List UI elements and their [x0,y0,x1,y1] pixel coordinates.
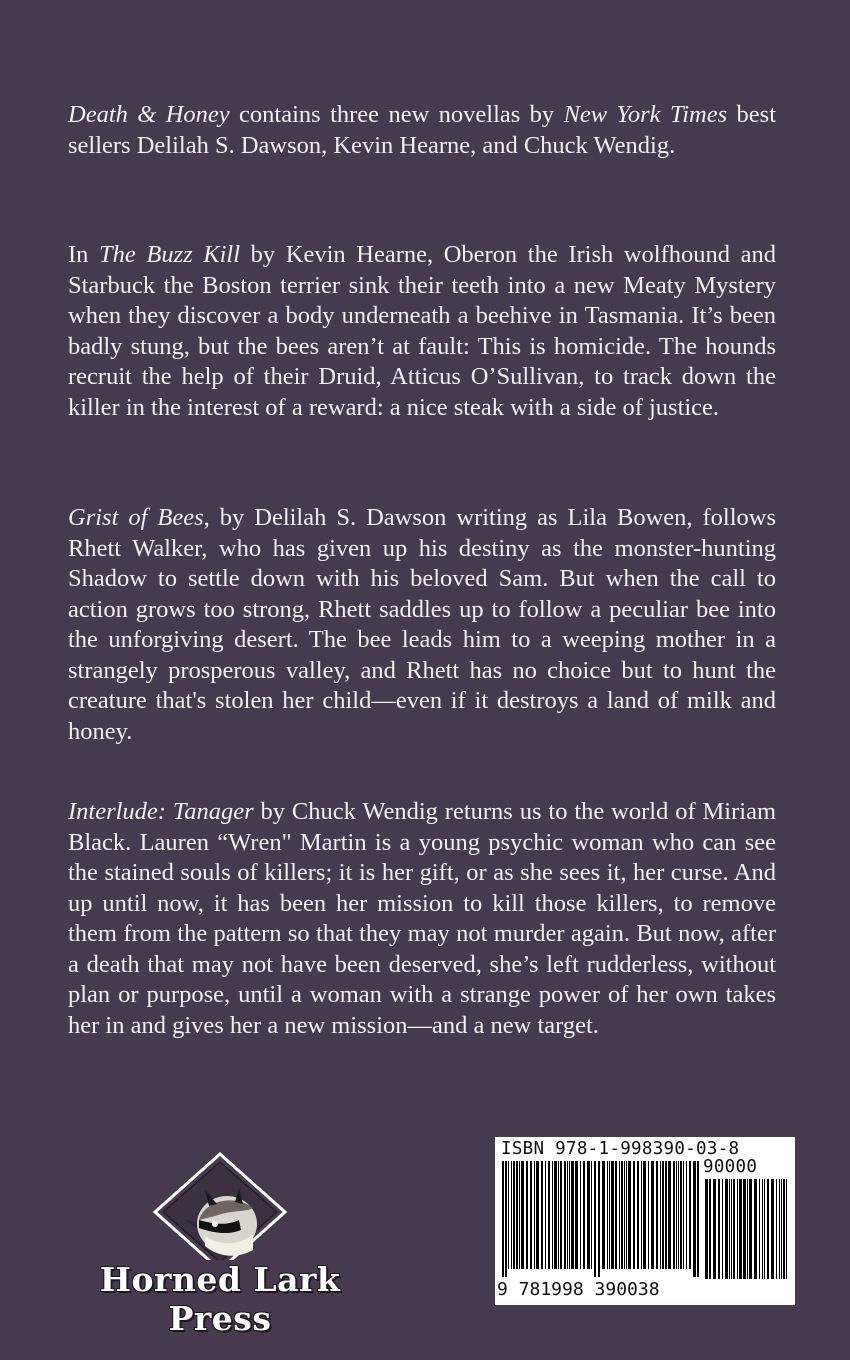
novella-title: Interlude: Tanager [68,798,254,825]
text-span: , by Delilah S. Dawson writing as Lila Bowen, follows Rhett Walker, who has given up his destiny as the monster-hunting Shadow to settle down with his beloved Sam. But when the call to action grows too strong, Rhett saddles up to follow a peculiar bee into the unforgiving desert. The bee leads him to a weeping mother in a strangely prosperous valley, and Rhett has no choice but to hunt the creature that's stolen her child—even if it destroys a land of milk and honey. [68,504,776,745]
text-span: best sellers Delilah S. Dawson, Kevin Hearne, and Chuck Wendig. [68,101,776,159]
newspaper-title: New York Times [563,101,728,128]
addon-bars [703,1179,791,1283]
barcode-digits: 9 781998 390038 [497,1279,660,1300]
horned-lark-diamond-icon [135,1150,305,1260]
text-span: contains three new novellas by [229,101,564,128]
book-title: Death & Honey [68,101,230,128]
blurb-grist-of-bees [68,503,776,747]
blurb-interlude-tanager [68,797,776,1041]
blurb-intro [68,100,776,161]
isbn-label: ISBN 978-1-998390-03-8 [501,1139,740,1159]
blurb-buzz-kill [68,240,776,423]
price-code: 90000 [703,1157,758,1177]
publisher-logo [50,1150,390,1338]
ean-bars [500,1161,700,1281]
text-span: by Chuck Wendig returns us to the world of Miriam Black. Lauren “Wren" Martin is a young psychic woman who can see the stained souls of killers; it is her gift, or as she sees it, her curse. And up until now, it has been her mission to kill those killers, to remove them from the pattern so that they may not murder again. But now, after a death that may not have been deserved, she’s left rudderless, without plan or purpose, until a woman with a strange power of her own takes her in and gives her a new mission—and a new target. [68,798,776,1039]
isbn-barcode [495,1137,795,1305]
novella-title: The Buzz Kill [99,241,241,268]
publisher-name: Horned Lark Press [99,1260,341,1338]
text-span: by Kevin Hearne, Oberon the Irish wolfhound and Starbuck the Boston terrier sink their teeth into a new Meaty Mystery when they discover a body underneath a beehive in Tasmania. It’s been badly stung, but the bees aren’t at fault: This is homicide. The hounds recruit the help of their Druid, Atticus O’Sullivan, to track down the killer in the interest of a reward: a nice steak with a side of justice. [68,241,776,421]
novella-title: Grist of Bees [68,504,204,531]
text-span: In [68,241,100,268]
